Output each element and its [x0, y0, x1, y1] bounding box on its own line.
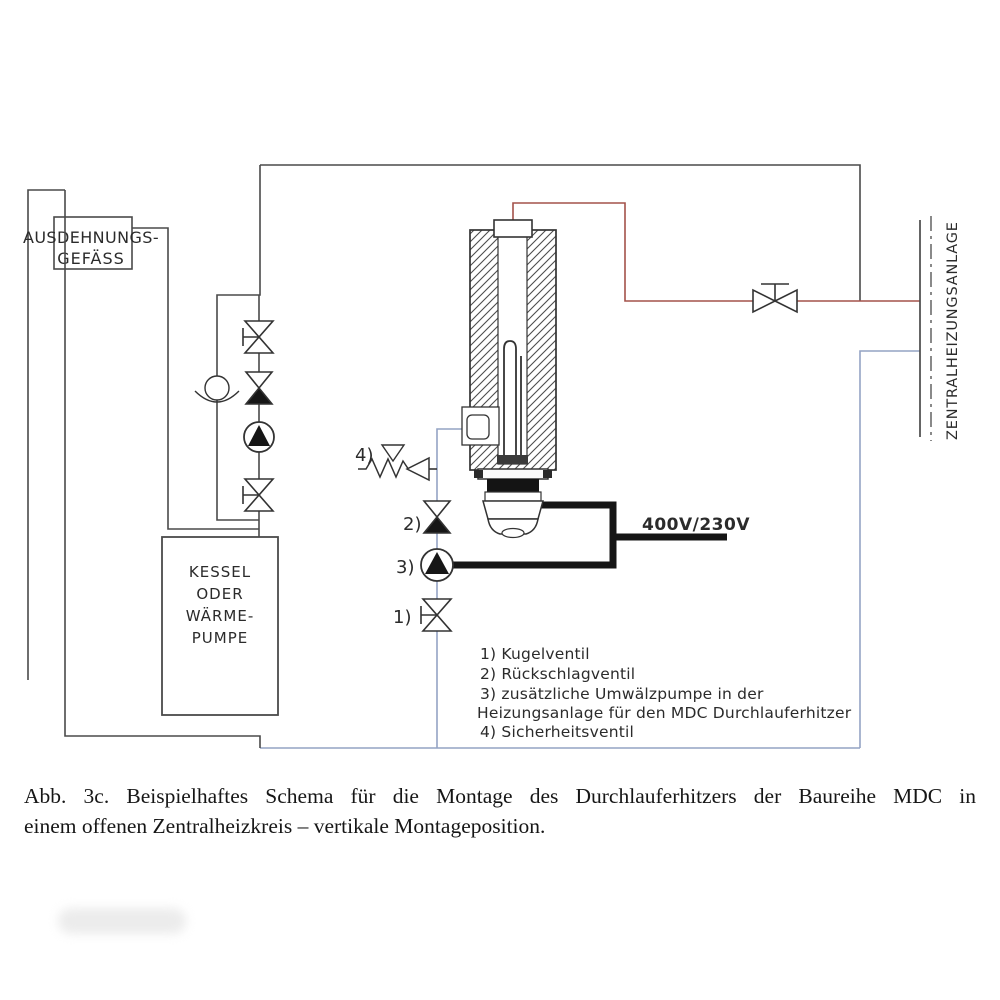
- figure-caption: [24, 781, 976, 841]
- boiler-box: [162, 537, 278, 715]
- callout-1: 1): [393, 607, 412, 628]
- boiler-label-line1: KESSEL: [188, 563, 252, 581]
- legend-line-2: 2) Rückschlagventil: [480, 665, 636, 683]
- callout-2: 2): [403, 514, 422, 535]
- shutoff-valve-icon: [753, 284, 797, 312]
- vessel-drop-line: [132, 228, 259, 529]
- legend: [477, 645, 852, 741]
- check-valve-icon: [424, 501, 450, 533]
- callout-3: 3): [396, 557, 415, 578]
- ball-valve-icon: [243, 321, 273, 353]
- callout-4: 4): [355, 445, 374, 466]
- watermark-smudge: [58, 908, 186, 934]
- heater-connector: [474, 469, 552, 538]
- element-base-band: [497, 455, 528, 464]
- supply-column: [437, 429, 472, 748]
- callouts: [355, 445, 421, 628]
- legend-line-4: Heizungsanlage für den MDC Durchlauferhitzer: [477, 704, 852, 722]
- expansion-vessel-label-line2: GEFÄSS: [57, 249, 125, 268]
- check-valve-icon: [246, 372, 272, 404]
- central-heating-label: ZENTRALHEIZUNGSANLAGE: [945, 221, 961, 440]
- supply-column-fittings: [358, 445, 453, 631]
- heater-top-cap: [494, 220, 532, 237]
- boiler-label-line4: PUMPE: [191, 629, 249, 647]
- left-column-fittings: [195, 321, 274, 511]
- boiler-label-line3: WÄRME-: [185, 607, 255, 625]
- hot-flow-line: [513, 203, 920, 301]
- heater-side-port: [462, 407, 499, 445]
- central-heating-boundary: [920, 216, 961, 441]
- boiler-label-line2: ODER: [196, 585, 244, 603]
- caption-line-1: Abb. 3c. Beispielhaftes Schema für die Montage des Durchlauferhitzers der Baureihe MDC in: [24, 784, 976, 808]
- legend-line-5: 4) Sicherheitsventil: [480, 723, 635, 741]
- power-label: 400V/230V: [642, 515, 750, 535]
- pump-icon: [244, 422, 274, 452]
- ball-valve-icon: [243, 479, 273, 511]
- legend-line-3: 3) zusätzliche Umwälzpumpe in der: [480, 685, 764, 703]
- heater-unit: [462, 220, 556, 538]
- gauge-icon: [195, 376, 239, 402]
- ball-valve-icon: [421, 599, 451, 631]
- legend-line-1: 1) Kugelventil: [480, 645, 590, 663]
- right-return-line: [860, 351, 920, 748]
- outer-circuit-top-right: [260, 165, 860, 301]
- pump-icon: [421, 549, 453, 581]
- heater-inner-channel: [498, 236, 527, 464]
- caption-line-2: einem offenen Zentralheizkreis – vertikale Montageposition.: [24, 814, 546, 838]
- expansion-vessel-label-line1: AUSDEHNUNGS-: [22, 228, 160, 247]
